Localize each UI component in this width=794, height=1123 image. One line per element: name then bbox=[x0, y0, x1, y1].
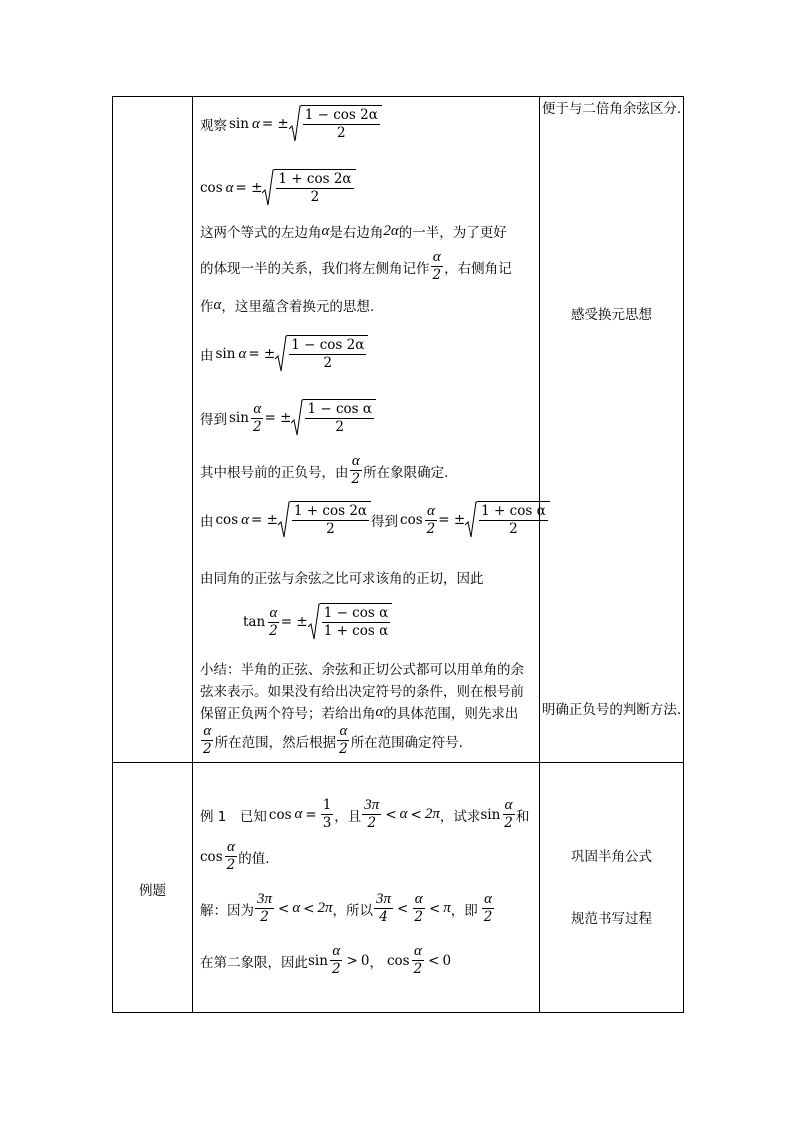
denominator: 4 bbox=[379, 909, 388, 925]
example-line bbox=[200, 839, 270, 874]
text-line bbox=[200, 723, 463, 758]
formula-line bbox=[243, 603, 392, 641]
denominator: 2 bbox=[509, 521, 518, 537]
denominator: 2 bbox=[260, 909, 269, 925]
text: 所在范围确定符号. bbox=[350, 734, 463, 751]
text-line bbox=[200, 567, 484, 587]
text-line bbox=[200, 453, 448, 488]
table-row bbox=[113, 763, 684, 1013]
row2-note-cell bbox=[540, 763, 684, 1013]
text: 的具体范围，则先求出 bbox=[383, 706, 519, 722]
numerator: α bbox=[203, 723, 212, 739]
formula-line bbox=[200, 335, 368, 373]
text: 得到 bbox=[200, 412, 227, 428]
equals-pm: = ± bbox=[235, 180, 263, 196]
sqrt bbox=[262, 169, 355, 207]
sqrt bbox=[465, 501, 550, 539]
solution-line bbox=[200, 943, 451, 978]
denominator: 2 bbox=[504, 815, 513, 831]
sin-symbol: sin bbox=[480, 806, 501, 823]
alpha-symbol: α bbox=[238, 345, 247, 362]
denominator: 2 bbox=[269, 622, 278, 639]
numerator: 3π bbox=[364, 797, 380, 813]
alpha-symbol: α bbox=[375, 703, 384, 720]
sqrt bbox=[278, 501, 371, 539]
formula-line bbox=[200, 169, 356, 207]
text: 的值. bbox=[238, 850, 270, 867]
sqrt bbox=[308, 603, 393, 641]
denominator: 2 bbox=[310, 189, 320, 205]
alpha-symbol: α bbox=[321, 222, 330, 239]
numerator: α bbox=[413, 943, 422, 959]
text: 作 bbox=[200, 299, 214, 315]
denominator: 2 bbox=[432, 267, 442, 283]
numerator: α bbox=[351, 453, 360, 469]
note-text: 巩固半角公式 bbox=[571, 849, 652, 865]
text: ，即 bbox=[450, 902, 478, 919]
alpha-symbol: α bbox=[294, 806, 303, 822]
denominator: 2 bbox=[331, 961, 341, 977]
text-line bbox=[200, 295, 374, 315]
text: 是右边角 bbox=[329, 225, 384, 241]
denominator: 2 bbox=[483, 909, 493, 925]
text: ，右侧角记 bbox=[444, 260, 512, 277]
text-line bbox=[200, 702, 518, 722]
sqrt bbox=[291, 399, 376, 437]
text: 其中根号前的正负号，由 bbox=[200, 464, 349, 481]
text: 在第二象限，因此 bbox=[200, 954, 308, 971]
two-pi-symbol: 2π bbox=[317, 900, 333, 916]
text: 例 1 已知 bbox=[200, 808, 267, 825]
alpha-symbol: α bbox=[399, 806, 408, 822]
numerator: α bbox=[414, 891, 423, 907]
numerator: 1 + cos α bbox=[481, 503, 546, 519]
equals-pm: = ± bbox=[438, 512, 466, 528]
numerator: 1 + cos 2α bbox=[278, 171, 352, 187]
row-label: 例题 bbox=[139, 883, 166, 899]
sin-symbol: sin bbox=[229, 116, 249, 132]
text: 解：因为 bbox=[200, 902, 254, 919]
text: 所在象限确定. bbox=[363, 464, 449, 481]
greater-than: > bbox=[346, 952, 358, 969]
row1-label-cell bbox=[113, 97, 193, 763]
cos-symbol: cos bbox=[268, 806, 292, 823]
less-than: < bbox=[428, 952, 440, 969]
alpha-symbol: α bbox=[225, 179, 234, 196]
numerator: 1 bbox=[322, 797, 332, 813]
denominator: 1 + cos α bbox=[323, 623, 389, 639]
denominator: 2 bbox=[203, 741, 212, 757]
note-text: 明确正负号的判断方法. bbox=[541, 702, 682, 718]
note-text: 规范书写过程 bbox=[571, 911, 652, 927]
numerator: α bbox=[432, 249, 441, 265]
zero: 0 bbox=[360, 952, 370, 969]
text: 弦来表示。如果没有给出决定符号的条件，则在根号前 bbox=[200, 684, 524, 700]
two-alpha-symbol: 2α bbox=[383, 222, 399, 239]
row1-note-cell bbox=[540, 97, 684, 763]
denominator: 2 bbox=[323, 355, 333, 371]
equals-pm: = ± bbox=[261, 116, 289, 132]
row2-content-cell bbox=[193, 763, 540, 1013]
denominator: 2 bbox=[351, 471, 361, 487]
text: 观察 bbox=[200, 118, 227, 134]
text: ， bbox=[369, 954, 383, 971]
row2-label-cell bbox=[113, 763, 193, 1013]
numerator: α bbox=[332, 943, 341, 959]
numerator: 3π bbox=[257, 891, 273, 907]
text: ，试求 bbox=[439, 808, 481, 825]
sqrt bbox=[275, 335, 368, 373]
numerator: 1 − cos α bbox=[323, 605, 389, 621]
text-line bbox=[200, 221, 507, 241]
alpha-symbol: α bbox=[213, 296, 222, 313]
text: ，所以 bbox=[332, 902, 374, 919]
equals-pm: = ± bbox=[264, 410, 292, 426]
lesson-table bbox=[112, 96, 684, 1013]
denominator: 2 bbox=[326, 521, 335, 537]
less-than: < bbox=[303, 900, 315, 917]
denominator: 2 bbox=[367, 815, 377, 831]
two-pi-symbol: 2π bbox=[424, 806, 440, 822]
numerator: α bbox=[427, 502, 435, 519]
text: ，这里蕴含着换元的思想. bbox=[221, 299, 375, 315]
equals-pm: = ± bbox=[248, 346, 276, 362]
table-row bbox=[113, 97, 684, 763]
text: 和 bbox=[515, 808, 530, 825]
less-than: < bbox=[428, 900, 441, 917]
pi-symbol: π bbox=[443, 900, 451, 916]
cos-symbol: cos bbox=[215, 512, 239, 528]
less-than: < bbox=[278, 900, 290, 917]
note-text: 便于与二倍角余弦区分. bbox=[541, 101, 682, 117]
denominator: 3 bbox=[322, 815, 332, 831]
denominator: 2 bbox=[413, 961, 423, 977]
equals-pm: = ± bbox=[280, 614, 308, 630]
formula-line bbox=[200, 399, 376, 437]
sin-symbol: sin bbox=[308, 952, 328, 969]
denominator: 2 bbox=[226, 857, 236, 873]
formula-line bbox=[200, 105, 382, 143]
text: 小结：半角的正弦、余弦和正切公式都可以用单角的余 bbox=[200, 662, 524, 678]
denominator: 2 bbox=[426, 520, 436, 537]
text: 保留正负两个符号；若给出角 bbox=[200, 706, 376, 722]
formula-line bbox=[200, 501, 550, 539]
text-line bbox=[200, 249, 512, 284]
alpha-symbol: α bbox=[241, 511, 249, 528]
text-line bbox=[200, 658, 524, 678]
numerator: α bbox=[253, 400, 262, 417]
alpha-symbol: α bbox=[251, 115, 260, 132]
cos-symbol: cos bbox=[386, 952, 410, 969]
denominator: 2 bbox=[335, 419, 345, 435]
note-text: 感受换元思想 bbox=[571, 307, 652, 323]
denominator: 2 bbox=[252, 418, 262, 435]
text-line bbox=[200, 680, 524, 700]
zero: 0 bbox=[442, 952, 452, 969]
less-than: < bbox=[397, 900, 409, 917]
sqrt bbox=[289, 105, 382, 143]
numerator: α bbox=[339, 723, 348, 739]
numerator: 1 + cos 2α bbox=[293, 503, 368, 519]
numerator: 3π bbox=[376, 891, 392, 907]
numerator: α bbox=[484, 891, 493, 907]
example-line bbox=[200, 797, 529, 832]
numerator: 1 − cos 2α bbox=[291, 337, 365, 353]
sin-symbol: sin bbox=[229, 410, 249, 426]
text: 由同角的正弦与余弦之比可求该角的正切，因此 bbox=[200, 571, 484, 587]
less-than: < bbox=[385, 806, 397, 823]
text: 由 bbox=[200, 514, 214, 530]
less-than: < bbox=[410, 806, 422, 823]
text: 的体现一半的关系，我们将左侧角记作 bbox=[200, 260, 430, 277]
solution-line bbox=[200, 891, 495, 926]
tan-symbol: tan bbox=[243, 614, 266, 630]
row1-content-cell bbox=[193, 97, 546, 763]
text: 的一半，为了更好 bbox=[398, 225, 507, 241]
denominator: 2 bbox=[337, 125, 346, 141]
numerator: α bbox=[504, 797, 513, 813]
text: ，且 bbox=[334, 808, 362, 825]
text: 由 bbox=[200, 348, 214, 364]
text: 这两个等式的左边角 bbox=[200, 225, 322, 241]
sin-symbol: sin bbox=[215, 346, 236, 362]
equals-pm: = ± bbox=[251, 512, 278, 528]
equals: = bbox=[305, 806, 317, 823]
cos-symbol: cos bbox=[200, 180, 223, 196]
cos-symbol: cos bbox=[400, 512, 423, 528]
denominator: 2 bbox=[339, 741, 348, 757]
numerator: 1 − cos 2α bbox=[304, 107, 378, 123]
text: 所在范围，然后根据 bbox=[214, 734, 337, 751]
cos-symbol: cos bbox=[200, 848, 223, 865]
numerator: α bbox=[269, 604, 278, 621]
denominator: 2 bbox=[414, 909, 423, 925]
alpha-symbol: α bbox=[292, 900, 301, 916]
numerator: α bbox=[226, 839, 235, 855]
text: 得到 bbox=[371, 514, 399, 530]
numerator: 1 − cos α bbox=[307, 401, 372, 417]
